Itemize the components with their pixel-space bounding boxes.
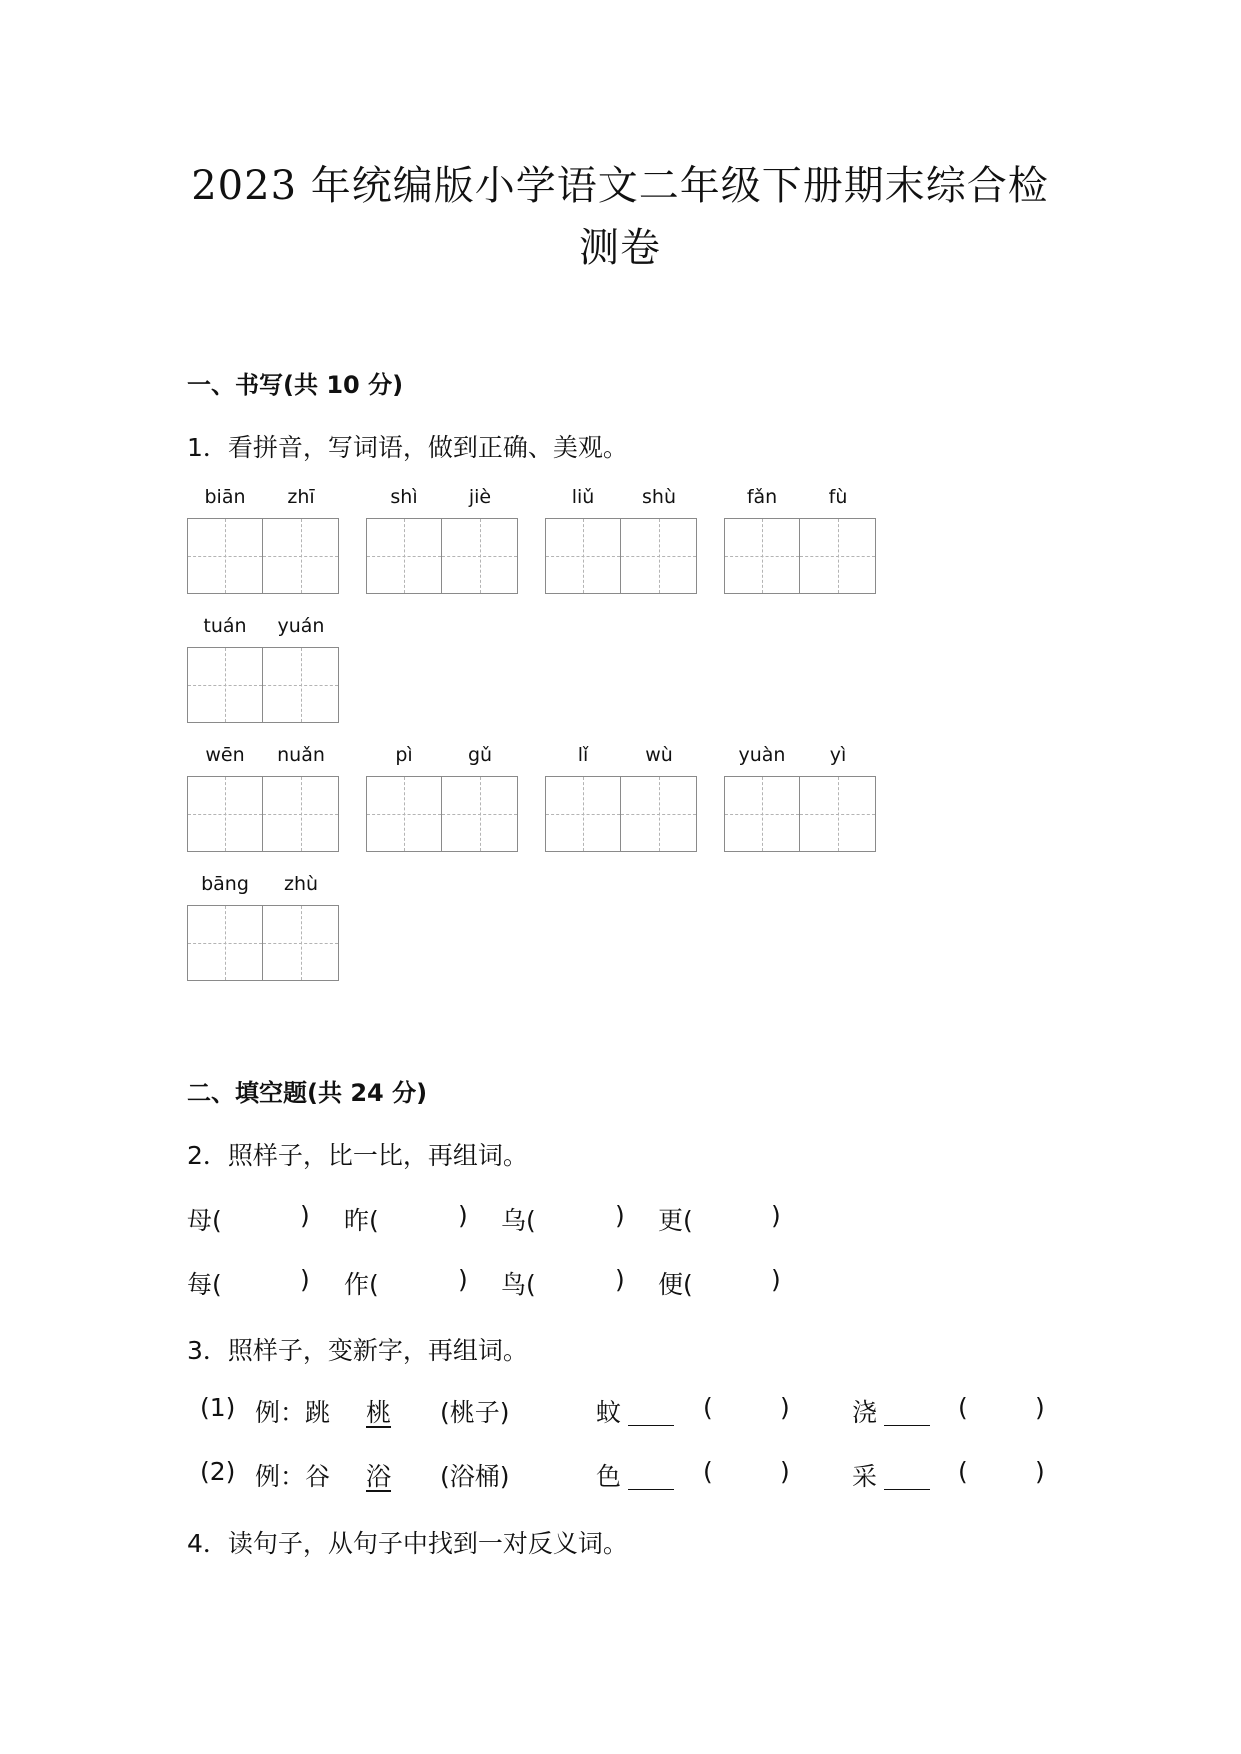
page-title-line2: 测卷	[579, 225, 661, 271]
pinyin-row	[187, 615, 343, 643]
pinyin-row	[545, 744, 701, 772]
char-with-open-paren: 更(	[658, 1206, 693, 1235]
pinyin-word-grid	[724, 486, 880, 594]
pinyin-word-grid	[366, 486, 522, 594]
character-boxes	[724, 776, 880, 852]
item-number: (1)	[200, 1393, 236, 1422]
tian-zi-ge-box[interactable]	[724, 518, 800, 594]
char-with-open-paren: 鸟(	[501, 1270, 536, 1299]
pinyin-label: yuàn	[738, 744, 786, 766]
answer-blank[interactable]	[628, 1421, 674, 1426]
pinyin-label: wù	[645, 744, 673, 766]
close-paren: )	[1035, 1457, 1045, 1486]
answer-blank[interactable]	[884, 1485, 930, 1490]
close-paren: )	[780, 1393, 790, 1422]
tian-zi-ge-box[interactable]	[366, 518, 442, 594]
tian-zi-ge-box[interactable]	[366, 776, 442, 852]
pinyin-word-grid	[187, 615, 343, 723]
close-paren: )	[458, 1265, 468, 1294]
pinyin-word-grid	[187, 873, 343, 981]
character-boxes	[187, 905, 343, 981]
pinyin-label: yì	[829, 744, 847, 766]
pinyin-row	[187, 873, 343, 901]
question-2: 2．照样子，比一比，再组词。	[187, 1141, 528, 1170]
tian-zi-ge-box[interactable]	[263, 905, 339, 981]
pinyin-row	[545, 486, 701, 514]
pinyin-label: zhù	[283, 873, 319, 895]
pinyin-row	[366, 744, 522, 772]
pinyin-row	[366, 486, 522, 514]
close-paren: )	[615, 1265, 625, 1294]
pinyin-label: lǐ	[577, 744, 589, 766]
tian-zi-ge-box[interactable]	[187, 905, 263, 981]
target-char-2: 浇	[852, 1398, 878, 1427]
pinyin-label: yuán	[277, 615, 325, 637]
char-with-open-paren: 作(	[344, 1270, 379, 1299]
char-with-open-paren: 乌(	[501, 1206, 536, 1235]
pinyin-word-grid	[724, 744, 880, 852]
target-char-1: 色	[596, 1462, 622, 1491]
character-boxes	[366, 518, 522, 594]
answer-blank[interactable]	[884, 1421, 930, 1426]
char-with-open-paren: 母(	[187, 1206, 222, 1235]
tian-zi-ge-box[interactable]	[187, 518, 263, 594]
example-char: 例：跳	[255, 1398, 331, 1427]
char-with-open-paren: 昨(	[344, 1206, 379, 1235]
question-1: 1．看拼音，写词语，做到正确、美观。	[187, 433, 628, 462]
pinyin-label: tuán	[203, 615, 247, 637]
tian-zi-ge-box[interactable]	[724, 776, 800, 852]
pinyin-row	[724, 744, 880, 772]
pinyin-label: wēn	[205, 744, 245, 766]
example-word: (浴桶)	[440, 1462, 510, 1491]
tian-zi-ge-box[interactable]	[442, 518, 518, 594]
character-boxes	[545, 776, 701, 852]
char-with-open-paren: 每(	[187, 1270, 222, 1299]
example-new-char: 浴	[366, 1462, 392, 1491]
pinyin-label: shù	[642, 486, 676, 508]
close-paren: )	[771, 1201, 781, 1230]
question-4: 4．读句子，从句子中找到一对反义词。	[187, 1529, 628, 1558]
tian-zi-ge-box[interactable]	[187, 776, 263, 852]
pinyin-label: liǔ	[571, 486, 595, 508]
pinyin-row	[724, 486, 880, 514]
pinyin-word-grid	[366, 744, 522, 852]
pinyin-label: nuǎn	[277, 744, 325, 766]
close-paren: )	[1035, 1393, 1045, 1422]
pinyin-word-grid	[187, 486, 343, 594]
open-paren: (	[958, 1457, 968, 1486]
section1-heading: 一、书写(共 10 分)	[187, 371, 404, 399]
pinyin-label: gǔ	[467, 744, 493, 766]
character-boxes	[366, 776, 522, 852]
tian-zi-ge-box[interactable]	[800, 776, 876, 852]
character-boxes	[187, 518, 343, 594]
target-char-2: 采	[852, 1462, 878, 1491]
tian-zi-ge-box[interactable]	[621, 776, 697, 852]
pinyin-label: shì	[390, 486, 418, 508]
close-paren: )	[458, 1201, 468, 1230]
tian-zi-ge-box[interactable]	[442, 776, 518, 852]
pinyin-label: biān	[204, 486, 246, 508]
tian-zi-ge-box[interactable]	[263, 647, 339, 723]
pinyin-word-grid	[545, 486, 701, 594]
close-paren: )	[300, 1265, 310, 1294]
question-3: 3．照样子，变新字，再组词。	[187, 1336, 528, 1365]
tian-zi-ge-box[interactable]	[545, 776, 621, 852]
section2-heading: 二、填空题(共 24 分)	[187, 1079, 428, 1107]
tian-zi-ge-box[interactable]	[187, 647, 263, 723]
open-paren: (	[703, 1393, 713, 1422]
open-paren: (	[958, 1393, 968, 1422]
target-char-1: 蚊	[596, 1398, 622, 1427]
pinyin-row	[187, 744, 343, 772]
character-boxes	[187, 647, 343, 723]
tian-zi-ge-box[interactable]	[621, 518, 697, 594]
close-paren: )	[780, 1457, 790, 1486]
character-boxes	[187, 776, 343, 852]
item-number: (2)	[200, 1457, 236, 1486]
tian-zi-ge-box[interactable]	[800, 518, 876, 594]
example-new-char: 桃	[366, 1398, 392, 1427]
answer-blank[interactable]	[628, 1485, 674, 1490]
pinyin-label: fǎn	[746, 486, 778, 508]
pinyin-word-grid	[545, 744, 701, 852]
tian-zi-ge-box[interactable]	[263, 518, 339, 594]
pinyin-label: zhī	[287, 486, 315, 508]
pinyin-label: bāng	[201, 873, 249, 895]
example-word: (桃子)	[440, 1398, 510, 1427]
example-char: 例：谷	[255, 1462, 331, 1491]
open-paren: (	[703, 1457, 713, 1486]
close-paren: )	[300, 1201, 310, 1230]
character-boxes	[545, 518, 701, 594]
character-boxes	[724, 518, 880, 594]
tian-zi-ge-box[interactable]	[545, 518, 621, 594]
pinyin-word-grid	[187, 744, 343, 852]
pinyin-row	[187, 486, 343, 514]
close-paren: )	[615, 1201, 625, 1230]
pinyin-label: fù	[828, 486, 848, 508]
pinyin-label: jiè	[468, 486, 492, 508]
page-title-line1: 2023 年统编版小学语文二年级下册期末综合检	[191, 163, 1049, 209]
char-with-open-paren: 便(	[658, 1270, 693, 1299]
close-paren: )	[771, 1265, 781, 1294]
tian-zi-ge-box[interactable]	[263, 776, 339, 852]
pinyin-label: pì	[395, 744, 413, 766]
